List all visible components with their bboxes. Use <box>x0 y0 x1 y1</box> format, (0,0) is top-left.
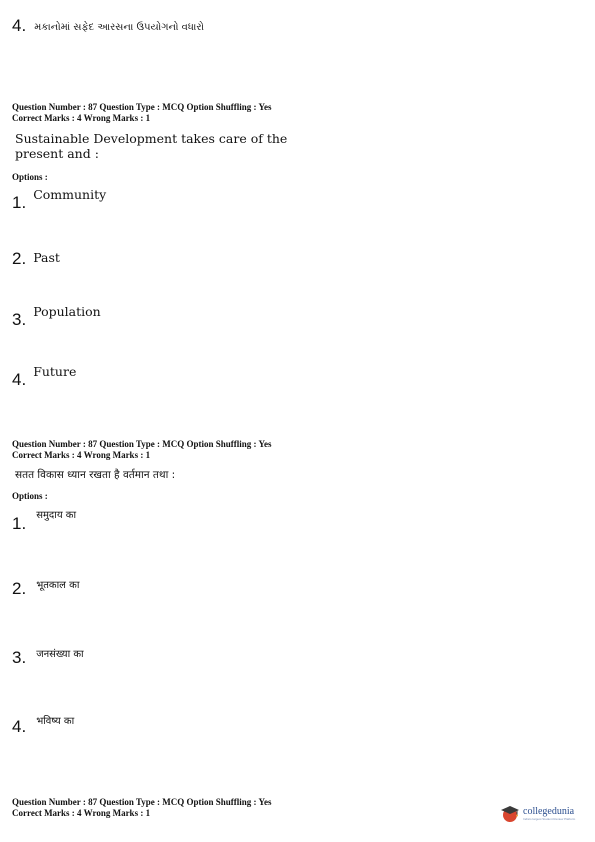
question-meta-line2: Correct Marks : 4 Wrong Marks : 1 <box>12 113 151 123</box>
option-number: 4. <box>12 717 27 736</box>
graduation-cap-icon <box>500 803 520 823</box>
option-item[interactable] <box>12 250 60 267</box>
option-text: Population <box>33 304 101 319</box>
option-text: મકાનોમાં સફેદ આરસના ઉપયોગનો વધારો <box>34 22 204 33</box>
question-meta-line2: Correct Marks : 4 Wrong Marks : 1 <box>12 450 151 460</box>
question-text-line1: सतत विकास ध्यान रखता है वर्तमान तथा : <box>15 469 176 481</box>
option-text: Community <box>33 187 107 202</box>
options-label: Options : <box>12 491 48 501</box>
option-number: 1. <box>12 193 27 212</box>
option-number: 3. <box>12 310 27 329</box>
options-label: Options : <box>12 172 48 182</box>
option-number: 4. <box>12 16 27 35</box>
option-number: 3. <box>12 648 27 667</box>
question-text-line1: Sustainable Development takes care of the <box>15 131 288 146</box>
option-number: 1. <box>12 514 27 533</box>
option-item[interactable] <box>12 510 76 532</box>
option-number: 2. <box>12 579 27 598</box>
question-meta <box>12 797 271 819</box>
question-text-line2: present and : <box>15 146 99 161</box>
question-text <box>15 131 287 161</box>
question-meta <box>12 439 271 461</box>
option-text: भविष्य का <box>36 716 75 727</box>
option-item[interactable] <box>12 187 106 211</box>
option-item[interactable] <box>12 304 101 328</box>
logo-tagline: India's largest Student Review Platform <box>523 816 576 821</box>
question-text <box>15 468 175 483</box>
question-meta-line1: Question Number : 87 Question Type : MCQ Option Shuffling : Yes <box>12 797 272 807</box>
question-meta-line1: Question Number : 87 Question Type : MCQ Option Shuffling : Yes <box>12 439 272 449</box>
option-text: Past <box>33 250 60 265</box>
question-meta-line2: Correct Marks : 4 Wrong Marks : 1 <box>12 808 151 818</box>
option-item[interactable] <box>12 649 84 666</box>
collegedunia-logo <box>500 803 575 823</box>
top-option <box>12 17 204 34</box>
question-meta-line1: Question Number : 87 Question Type : MCQ Option Shuffling : Yes <box>12 102 272 112</box>
option-number: 4. <box>12 370 27 389</box>
option-text: जनसंख्या का <box>36 649 84 660</box>
option-item[interactable] <box>12 580 79 597</box>
option-number: 2. <box>12 249 27 268</box>
question-meta <box>12 102 271 124</box>
option-item[interactable] <box>12 716 74 735</box>
logo-name: collegedunia <box>523 805 575 817</box>
option-text: Future <box>33 364 77 379</box>
option-text: समुदाय का <box>36 510 77 521</box>
option-text: भूतकाल का <box>36 580 80 591</box>
option-item[interactable] <box>12 364 76 388</box>
